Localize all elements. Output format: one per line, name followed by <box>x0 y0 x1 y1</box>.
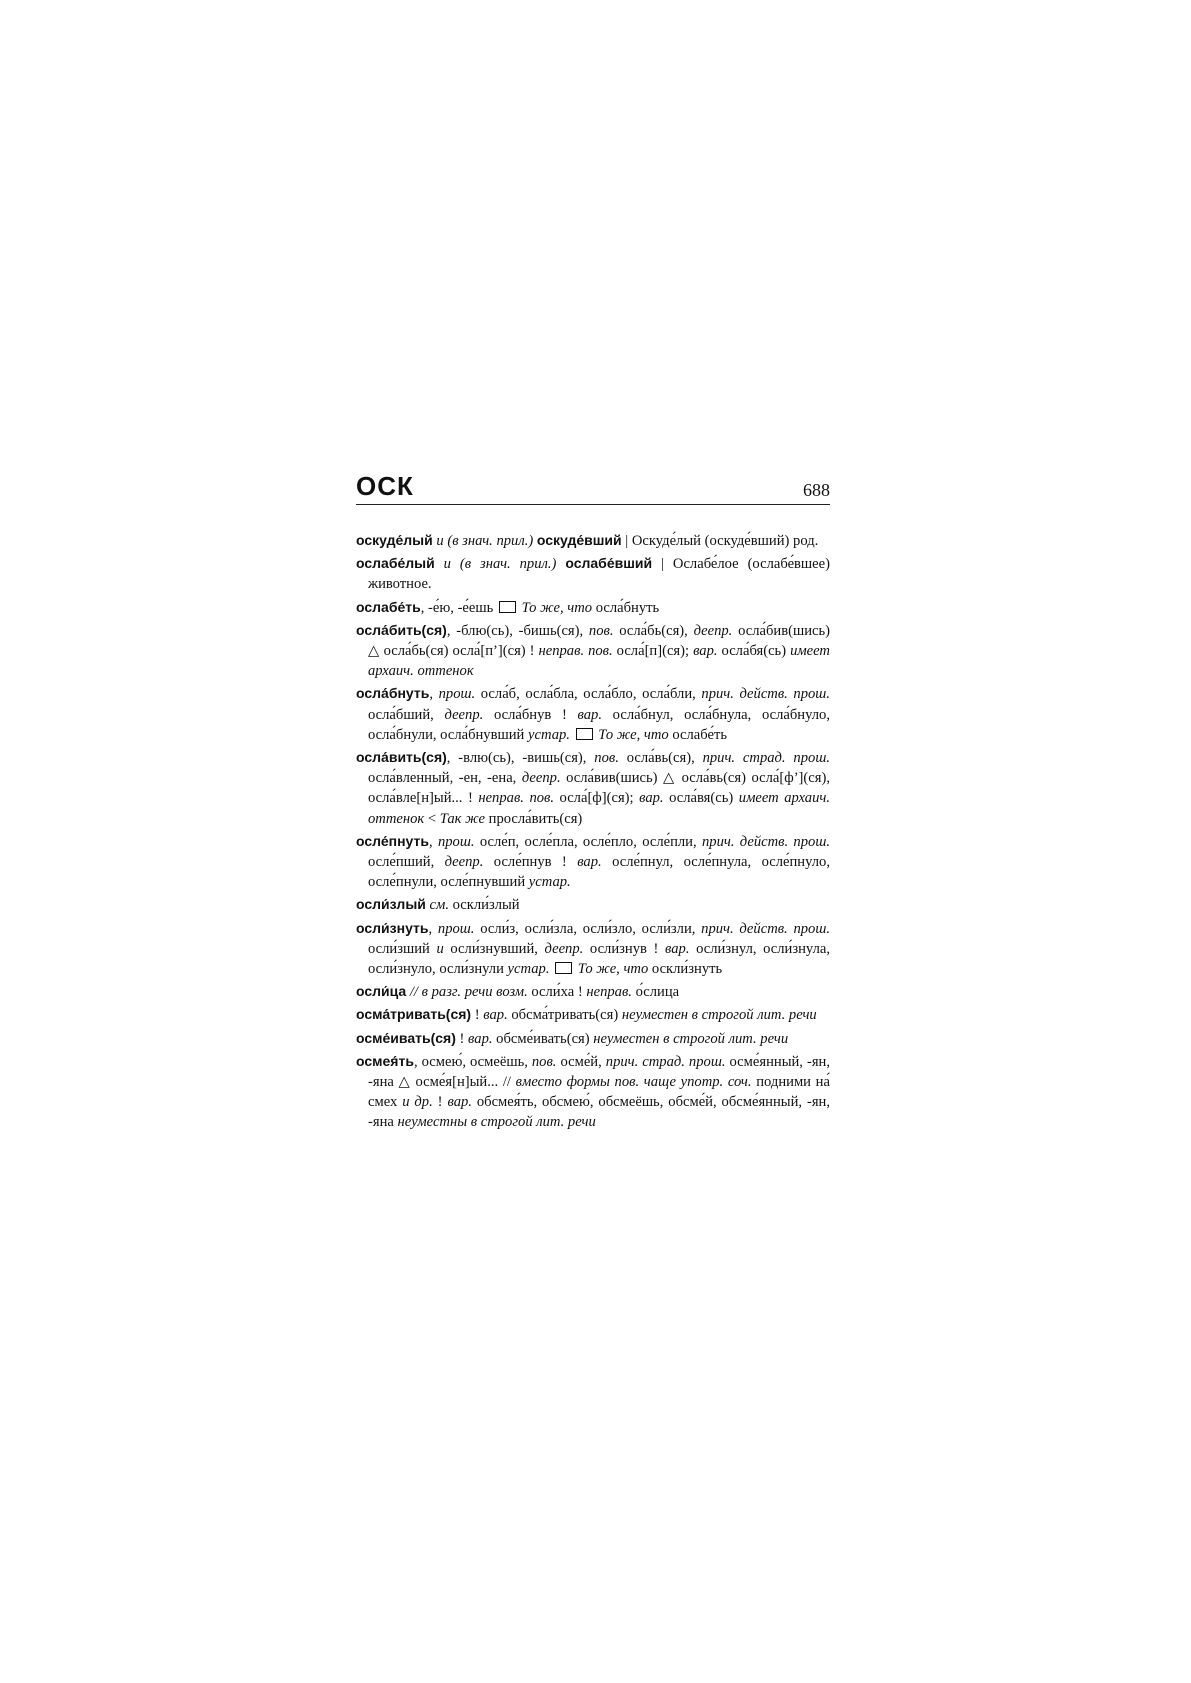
entry-text: | Ослабе́лое (ослабе́вшее) животное. <box>368 556 830 593</box>
entry-text: осла́вя(сь) <box>663 790 739 807</box>
dictionary-entry <box>356 981 830 1002</box>
grammar-note: и (в знач. прил.) <box>432 533 537 549</box>
grammar-note: Так же <box>439 810 485 827</box>
entry-text: осла́бя(сь) <box>717 643 791 660</box>
headword: оскуде́вший <box>536 532 622 548</box>
page-number: 688 <box>803 480 830 500</box>
grammar-note: имеет архаич. оттенок <box>368 643 830 680</box>
grammar-note: вар. <box>483 1007 508 1024</box>
entry-text: осла́бнув ! <box>483 706 578 723</box>
headword: ослабе́лый <box>356 555 435 572</box>
grammar-note: вар. <box>639 790 664 807</box>
entry-text: осли́зший <box>368 940 437 957</box>
grammar-note: имеет архаич. оттенок <box>368 790 830 827</box>
dictionary-entry <box>356 918 830 980</box>
entry-text <box>549 961 553 977</box>
headword: осли́знуть <box>356 919 429 936</box>
dictionary-entry <box>356 1028 830 1049</box>
entry-text: просла́вить(ся) <box>484 810 583 827</box>
dictionary-entry <box>356 530 830 551</box>
headword: ослабе́ть <box>356 598 421 615</box>
dictionary-entry <box>356 747 830 829</box>
grammar-note: То же, что <box>574 961 652 978</box>
grammar-note: пов. <box>531 1053 557 1070</box>
grammar-note: прич. действ. прош. <box>701 833 830 850</box>
entry-text: обсма́тривать(ся) <box>507 1007 622 1024</box>
grammar-note: прич. действ. прош. <box>701 920 831 937</box>
grammar-note: прош. <box>437 833 475 850</box>
entry-text: осле́пнув ! <box>483 854 578 871</box>
entry-text: осла́[ф](ся); <box>554 790 640 807</box>
square-symbol-icon <box>499 601 516 613</box>
entry-text: ослабе́ть <box>672 726 728 743</box>
grammar-note: вар. <box>693 643 718 660</box>
headword: осла́вить(ся) <box>356 749 447 766</box>
entry-text: < <box>424 810 440 827</box>
entry-text: осла́вленный, -ен, -ена, <box>368 770 522 787</box>
grammar-note: неуместен в строгой лит. речи <box>621 1007 817 1024</box>
entry-text: , <box>429 686 439 703</box>
grammar-note: вместо формы пов. чаще употр. соч. <box>515 1074 752 1091</box>
entry-text: осли́знул, осли́знула, осли́знуло, осли́знули <box>368 940 830 978</box>
entry-text: осла́б, осла́бла, осла́бло, осла́бли, <box>475 686 702 703</box>
entry-text <box>570 727 574 743</box>
grammar-note: неуместен в строгой лит. речи <box>593 1030 789 1047</box>
grammar-note: деепр. <box>521 770 561 787</box>
headword: осме́ивать(ся) <box>356 1029 456 1046</box>
headword: осли́ца <box>356 983 407 1000</box>
headword: ослабе́вший <box>565 555 653 572</box>
entry-text: осли́ха ! <box>527 984 587 1001</box>
entry-text: оскли́злый <box>448 897 520 914</box>
entry-text: осле́пший, <box>368 854 445 871</box>
dictionary-entry <box>356 1051 830 1133</box>
entry-text: осле́пнул, осле́пнула, осле́пнуло, осле́пнули, осле́пнувший <box>368 854 830 891</box>
grammar-note: устар. <box>528 726 570 743</box>
entry-text: осла́вив(шись) △ осла́вь(ся) осла́[ф’](ся), осла́вле[н]ый... ! <box>368 770 830 807</box>
entry-text: ! <box>432 1094 448 1111</box>
headword: осли́злый <box>356 896 426 913</box>
entry-text: , -блю(сь), -бишь(ся), <box>446 622 589 639</box>
dictionary-entry <box>356 620 830 682</box>
entry-text: осме́янный, -ян, -яна △ осме́я[н]ый... // <box>368 1053 830 1091</box>
entry-text: о́слица <box>631 984 680 1001</box>
entry-text: , <box>428 833 438 850</box>
grammar-note: устар. <box>528 874 571 891</box>
grammar-note: То же, что <box>517 599 596 616</box>
grammar-note: вар. <box>665 940 690 957</box>
entry-text: осла́бший, <box>368 706 445 723</box>
entry-text: оскли́знуть <box>651 961 723 978</box>
grammar-note: и (в знач. прил.) <box>434 556 566 573</box>
dictionary-entry <box>356 831 830 893</box>
grammar-note: и др. <box>402 1094 433 1111</box>
entry-text: , <box>428 920 438 937</box>
entry-text: осме́й, <box>556 1053 606 1070</box>
dictionary-entry <box>356 683 830 745</box>
dictionary-entry <box>356 597 830 618</box>
entry-text: осла́вь(ся), <box>618 750 703 767</box>
dictionary-entry <box>356 1004 830 1025</box>
page-header <box>356 471 830 505</box>
square-symbol-icon <box>555 962 572 974</box>
square-symbol-icon <box>576 728 593 740</box>
grammar-note: прич. страд. прош. <box>605 1053 726 1070</box>
dictionary-entry <box>356 894 830 915</box>
grammar-note: прош. <box>437 920 475 937</box>
entry-text: , осмею́, осмеёшь, <box>413 1053 532 1070</box>
headword: осле́пнуть <box>356 832 429 849</box>
entry-text: ! <box>471 1007 484 1024</box>
grammar-note: деепр. <box>444 854 484 871</box>
grammar-note: вар. <box>447 1094 472 1111</box>
entry-text: подними на́ смех <box>368 1074 830 1111</box>
dictionary-entries <box>356 530 830 1135</box>
entry-text: , -е́ю, -е́ешь <box>420 599 497 616</box>
entry-text: осла́[п](ся); <box>612 643 694 660</box>
grammar-note: вар. <box>468 1030 493 1047</box>
grammar-note: прич. действ. прош. <box>701 686 830 703</box>
grammar-note: вар. <box>577 854 602 871</box>
entry-text: ! <box>455 1030 469 1047</box>
grammar-note: пов. <box>594 750 619 767</box>
entry-text: осла́бь(ся), <box>613 622 694 639</box>
grammar-note: см. <box>425 897 449 914</box>
grammar-note: неправ. пов. <box>538 643 613 660</box>
headword: осма́тривать(ся) <box>356 1006 472 1023</box>
grammar-note: неуместны в строгой лит. речи <box>397 1114 596 1131</box>
headword: оскуде́лый <box>356 532 433 548</box>
entry-text: осла́бнул, осла́бнула, осла́бнуло, осла́бнули, осла́бнувший <box>368 706 830 743</box>
entry-text: | Оскуде́лый (оскуде́вший) род. <box>621 533 819 549</box>
grammar-note: деепр. <box>544 940 584 957</box>
entry-text: обсмея́ть, обсмею́, обсмеёшь, обсме́й, обсме́янный, -ян, -яна <box>368 1094 831 1131</box>
grammar-note: неправ. <box>586 984 632 1001</box>
headword: осла́бить(ся) <box>356 621 447 638</box>
grammar-note: прош. <box>438 686 476 703</box>
grammar-note: То же, что <box>594 726 673 743</box>
dictionary-entry <box>356 553 830 594</box>
entry-text: осла́бнуть <box>595 599 660 616</box>
grammar-note: вар. <box>577 706 602 723</box>
grammar-note: и <box>436 940 444 957</box>
entry-text: осли́з, осли́зла, осли́зло, осли́зли, <box>474 920 702 937</box>
grammar-note: прич. страд. прош. <box>702 750 830 767</box>
grammar-note: деепр. <box>693 622 733 639</box>
grammar-note: деепр. <box>444 706 484 723</box>
headword: осмея́ть <box>356 1052 414 1069</box>
grammar-note: неправ. пов. <box>478 790 555 807</box>
grammar-note: // в разг. речи возм. <box>406 984 528 1001</box>
entry-text: осли́знув ! <box>583 940 666 957</box>
headword: осла́бнуть <box>356 685 430 702</box>
entry-text: , -влю(сь), -вишь(ся), <box>446 750 595 767</box>
running-head: ОСК <box>356 471 414 501</box>
entry-text: осла́бив(шись) △ осла́бь(ся) осла́[п’](ся) ! <box>368 622 831 660</box>
entry-text: осле́п, осле́пла, осле́пло, осле́пли, <box>474 833 702 850</box>
entry-text: обсме́ивать(ся) <box>492 1030 594 1047</box>
grammar-note: устар. <box>507 961 550 978</box>
entry-text: осли́знувший, <box>443 940 545 957</box>
grammar-note: пов. <box>588 622 614 639</box>
